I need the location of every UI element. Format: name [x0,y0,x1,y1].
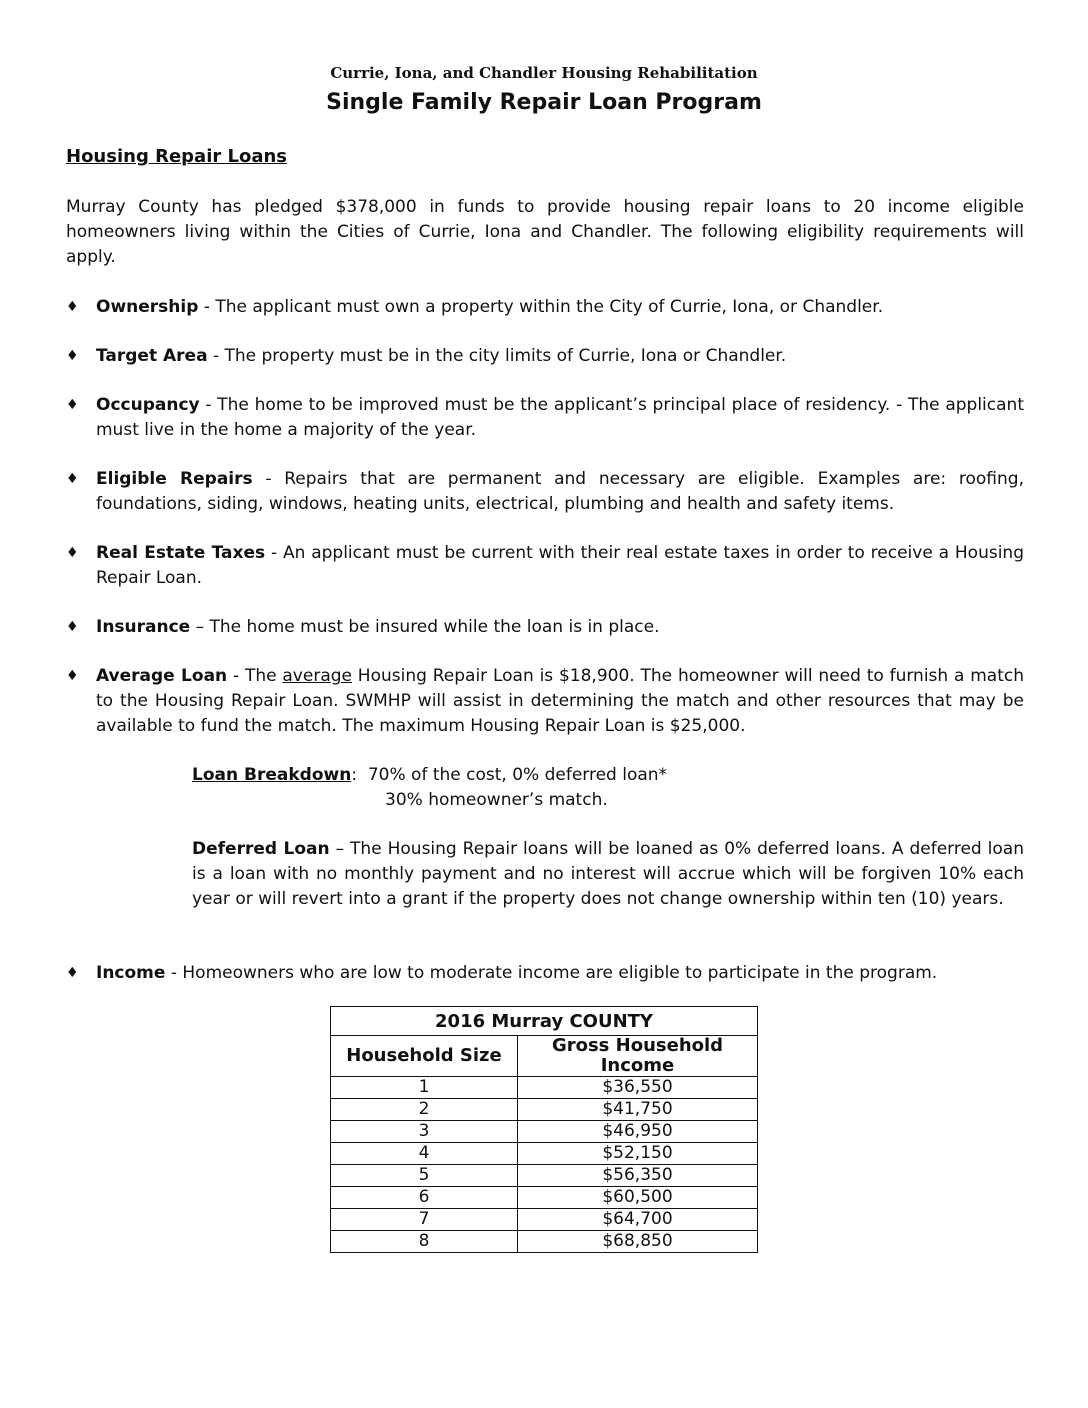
deferred-loan-label: Deferred Loan [192,839,330,859]
household-size-cell: 8 [331,1231,518,1253]
document-title: Single Family Repair Loan Program [326,90,762,115]
loan-breakdown [192,763,667,813]
loan-breakdown-line1: 70% of the cost, 0% deferred loan* [367,765,668,785]
household-size-cell: 1 [331,1077,518,1099]
requirement-text: - The home to be improved must be the applicant’s principal place of residency. - The applicant must live in the home a majority of the year. [96,395,1024,440]
table-row [331,1099,758,1121]
diamond-bullet-icon: ♦ [66,299,79,315]
requirement-text: Housing Repair Loan is $18,900. The homeowner will need to furnish a match to the Housing Repair Loan. SWMHP will assist in determining the match and other resources that may be available to fund the match. The maximum Housing Repair Loan is $25,000. [96,666,1024,736]
intro-paragraph: Murray County has pledged $378,000 in funds to provide housing repair loans to 20 income eligible homeowners living within the Cities of Currie, Iona and Chandler. The following eligibility requirements will apply. [66,197,1024,267]
income-cell: $52,150 [518,1143,758,1165]
requirement-text: - An applicant must be current with their real estate taxes in order to receive a Housing Repair Loan. [96,543,1024,588]
requirement-text: - Repairs that are permanent and necessary are eligible. Examples are: roofing, foundations, siding, windows, heating units, electrical, plumbing and health and safety items. [96,469,1024,514]
requirement-text: - The property must be in the city limits of Currie, Iona or Chandler. [207,346,787,366]
diamond-bullet-icon: ♦ [66,619,79,635]
loan-breakdown-sep: : [351,765,368,785]
table-row [331,1187,758,1209]
income-cell: $46,950 [518,1121,758,1143]
requirement-text: - Homeowners who are low to moderate income are eligible to participate in the program. [165,963,938,983]
loan-breakdown-label: Loan Breakdown [192,765,352,785]
diamond-bullet-icon: ♦ [66,545,79,561]
income-cell: $68,850 [518,1231,758,1253]
requirement-label: Real Estate Taxes [96,543,266,563]
household-size-cell: 3 [331,1121,518,1143]
requirement-label: Occupancy [96,395,200,415]
table-row [331,1077,758,1099]
requirement-ownership [66,295,1024,320]
table-row [331,1121,758,1143]
income-cell: $36,550 [518,1077,758,1099]
requirement-label: Eligible Repairs [96,469,253,489]
requirement-average-loan [66,664,1024,739]
requirement-income [66,961,1024,986]
table-row [331,1165,758,1187]
requirement-label: Insurance [96,617,191,637]
household-size-cell: 5 [331,1165,518,1187]
average-emphasis: average [282,666,352,686]
requirement-label: Ownership [96,297,199,317]
requirement-text: – The home must be insured while the loan is in place. [190,617,660,637]
household-size-cell: 4 [331,1143,518,1165]
income-cell: $41,750 [518,1099,758,1121]
column-header-gross-income: Gross Household Income [518,1036,758,1077]
requirement-target-area [66,344,1024,369]
diamond-bullet-icon: ♦ [66,397,79,413]
table-caption: 2016 Murray COUNTY [331,1007,758,1036]
requirement-insurance [66,615,1024,640]
deferred-loan-paragraph [192,837,1024,912]
income-cell: $56,350 [518,1165,758,1187]
table-row [331,1231,758,1253]
diamond-bullet-icon: ♦ [66,348,79,364]
requirement-label: Target Area [96,346,208,366]
household-size-cell: 7 [331,1209,518,1231]
household-size-cell: 2 [331,1099,518,1121]
diamond-bullet-icon: ♦ [66,668,79,684]
diamond-bullet-icon: ♦ [66,471,79,487]
requirement-text: - The applicant must own a property within the City of Currie, Iona, or Chandler. [198,297,884,317]
table-row [331,1209,758,1231]
requirement-text: - The [227,666,283,686]
household-size-cell: 6 [331,1187,518,1209]
requirement-label: Income [96,963,166,983]
column-header-household-size: Household Size [331,1036,518,1077]
loan-breakdown-line2: 30% homeowner’s match. [385,790,608,810]
diamond-bullet-icon: ♦ [66,965,79,981]
requirement-label: Average Loan [96,666,228,686]
requirement-occupancy [66,393,1024,443]
income-limits-table [330,1006,758,1253]
income-cell: $60,500 [518,1187,758,1209]
section-heading: Housing Repair Loans [66,146,288,167]
income-cell: $64,700 [518,1209,758,1231]
requirement-real-estate-taxes [66,541,1024,591]
deferred-loan-text: – The Housing Repair loans will be loaned as 0% deferred loans. A deferred loan is a loan with no monthly payment and no interest will accrue which will be forgiven 10% each year or will revert into a grant if the property does not change ownership within ten (10) years. [192,839,1024,909]
table-row [331,1143,758,1165]
requirement-eligible-repairs [66,467,1024,517]
document-subtitle: Currie, Iona, and Chandler Housing Rehabilitation [330,64,758,82]
